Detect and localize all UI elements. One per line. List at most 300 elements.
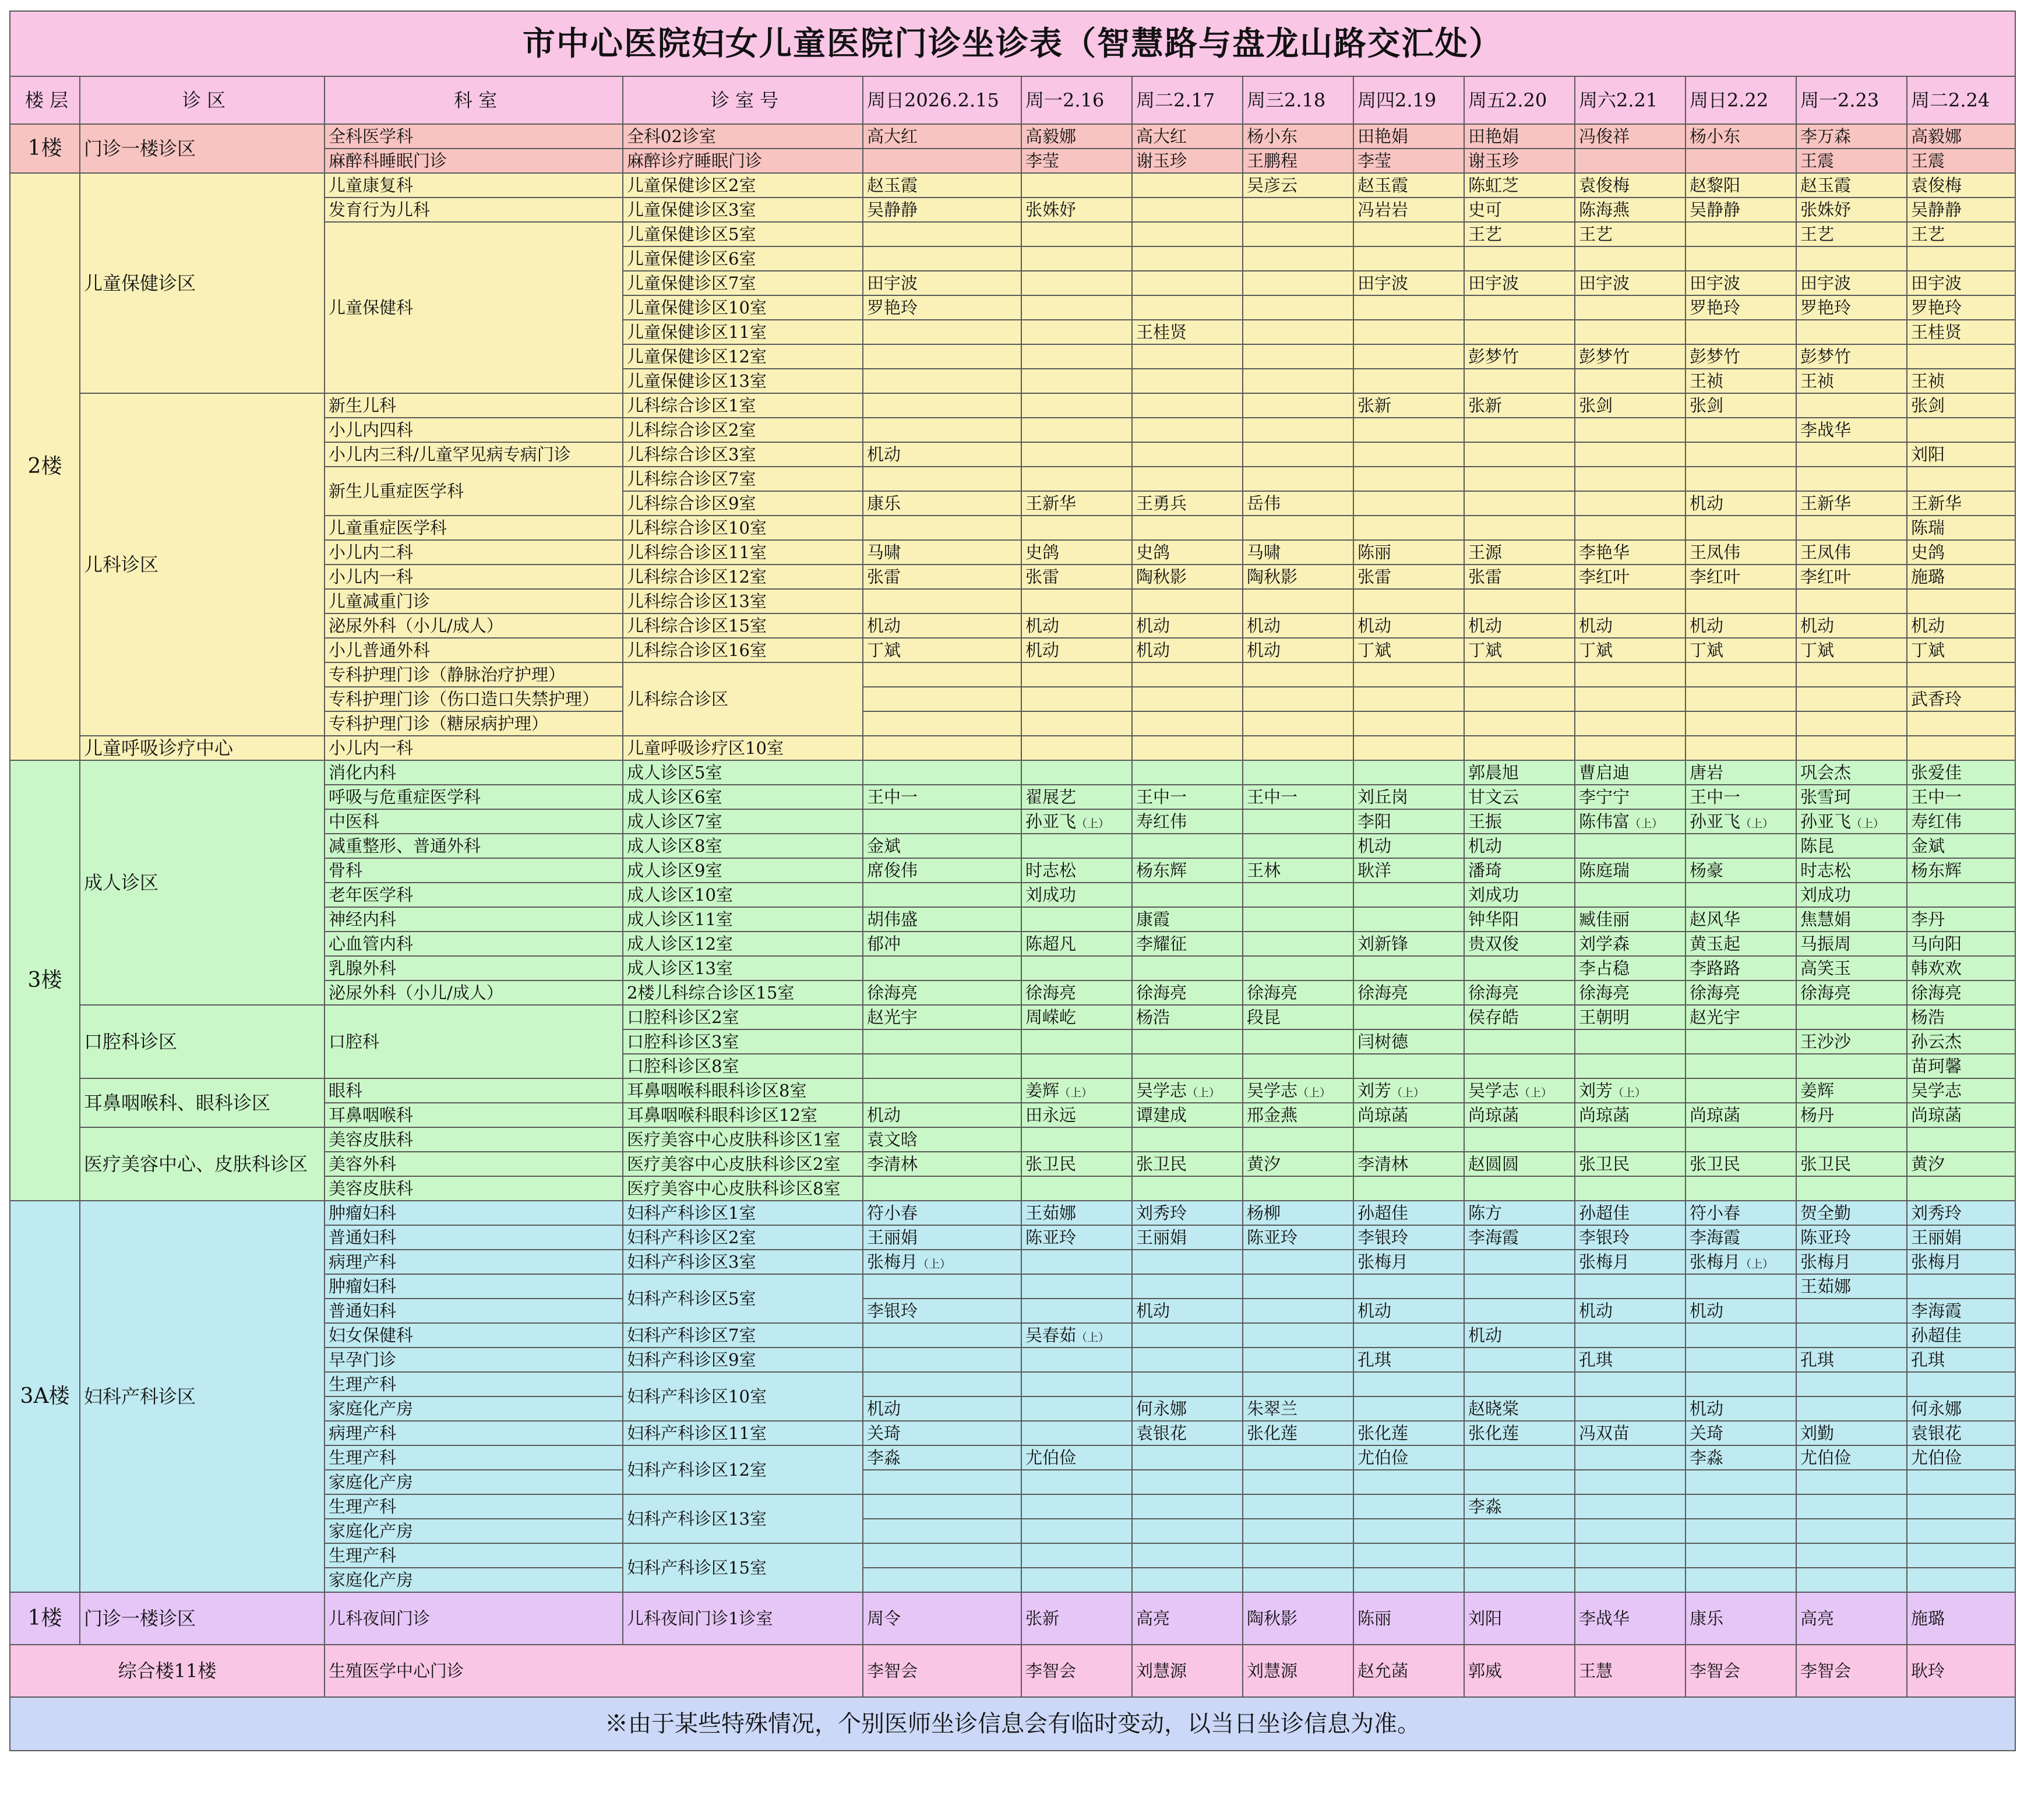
department-cell: 新生儿重症医学科	[325, 467, 623, 516]
doctor-cell: 李智会	[1796, 1645, 1907, 1697]
room-cell: 成人诊区10室	[623, 883, 863, 907]
department-cell: 口腔科	[325, 1005, 623, 1078]
header-row	[10, 76, 2015, 124]
department-cell: 肿瘤妇科	[325, 1274, 623, 1299]
doctor-cell	[1575, 442, 1686, 467]
floor-label: 1楼	[10, 1592, 80, 1645]
doctor-cell	[1575, 491, 1686, 516]
department-cell: 妇女保健科	[325, 1323, 623, 1348]
doctor-cell	[1353, 442, 1464, 467]
doctor-cell	[1021, 344, 1132, 369]
half-day-mark: （上）	[1613, 1086, 1646, 1099]
doctor-cell: 李银玲	[1353, 1225, 1464, 1250]
doctor-cell: 王凤伟	[1796, 540, 1907, 565]
department-cell: 泌尿外科（小儿/成人）	[325, 613, 623, 638]
doctor-cell: 徐海亮	[1464, 980, 1575, 1005]
room-cell: 医疗美容中心皮肤科诊区8室	[623, 1176, 863, 1201]
doctor-cell	[1575, 711, 1686, 736]
doctor-cell: 田宇波	[1464, 271, 1575, 295]
room-cell: 成人诊区12室	[623, 932, 863, 956]
doctor-cell: 刘秀玲	[1907, 1201, 2015, 1225]
room-cell: 妇科产科诊区10室	[623, 1372, 863, 1421]
doctor-cell: 李阳	[1353, 809, 1464, 834]
department-cell: 消化内科	[325, 760, 623, 785]
doctor-cell	[1464, 1250, 1575, 1274]
doctor-cell: 张新	[1021, 1592, 1132, 1645]
doctor-cell: 武香玲	[1907, 687, 2015, 711]
room-cell: 儿科综合诊区12室	[623, 565, 863, 589]
doctor-cell	[1243, 442, 1353, 467]
floor-label: 1楼	[10, 124, 80, 173]
doctor-cell: 张卫民	[1686, 1152, 1796, 1176]
doctor-cell	[1132, 516, 1243, 540]
department-cell: 小儿普通外科	[325, 638, 623, 662]
doctor-cell: 王茹娜	[1021, 1201, 1132, 1225]
doctor-cell	[1243, 1054, 1353, 1078]
doctor-cell	[1575, 467, 1686, 491]
doctor-cell: 马向阳	[1907, 932, 2015, 956]
doctor-cell	[1021, 418, 1132, 442]
doctor-cell	[1021, 1372, 1132, 1396]
doctor-cell: 尤伯俭	[1907, 1445, 2015, 1470]
doctor-cell: 王中一	[863, 785, 1021, 809]
doctor-cell: 刘芳（上）	[1575, 1078, 1686, 1103]
doctor-cell	[1243, 736, 1353, 760]
doctor-cell	[1243, 1519, 1353, 1543]
doctor-cell	[1132, 1029, 1243, 1054]
doctor-cell: 孔琪	[1907, 1348, 2015, 1372]
department-cell: 美容皮肤科	[325, 1127, 623, 1152]
doctor-cell: 丁斌	[1796, 638, 1907, 662]
doctor-cell: 孔琪	[1575, 1348, 1686, 1372]
doctor-cell: 李红叶	[1686, 565, 1796, 589]
doctor-cell	[1132, 589, 1243, 613]
doctor-cell: 机动	[1686, 1299, 1796, 1323]
doctor-cell	[1464, 491, 1575, 516]
doctor-cell	[1132, 1323, 1243, 1348]
doctor-cell: 冯岩岩	[1353, 197, 1464, 222]
room-cell: 成人诊区13室	[623, 956, 863, 980]
doctor-cell	[1464, 246, 1575, 271]
doctor-cell: 贺全勤	[1796, 1201, 1907, 1225]
room-cell: 成人诊区5室	[623, 760, 863, 785]
doctor-cell	[1243, 246, 1353, 271]
doctor-cell: 钟华阳	[1464, 907, 1575, 932]
doctor-cell	[1243, 760, 1353, 785]
doctor-cell: 李清林	[1353, 1152, 1464, 1176]
column-header: 周日2.22	[1686, 76, 1796, 124]
doctor-cell: 李海霞	[1907, 1299, 2015, 1323]
doctor-cell	[1353, 662, 1464, 687]
doctor-cell: 史可	[1464, 197, 1575, 222]
doctor-cell	[1575, 662, 1686, 687]
doctor-cell	[1796, 516, 1907, 540]
doctor-cell: 尤伯俭	[1353, 1445, 1464, 1470]
doctor-cell: 何永娜	[1132, 1396, 1243, 1421]
doctor-cell	[1796, 687, 1907, 711]
doctor-cell: 康霞	[1132, 907, 1243, 932]
doctor-cell: 耿洋	[1353, 858, 1464, 883]
department-cell: 肿瘤妇科	[325, 1201, 623, 1225]
doctor-cell: 赵光宇	[863, 1005, 1021, 1029]
doctor-cell: 李银玲	[863, 1299, 1021, 1323]
doctor-cell: 王慧	[1575, 1645, 1686, 1697]
doctor-cell	[1353, 246, 1464, 271]
doctor-cell: 赵黎阳	[1686, 173, 1796, 197]
table-row	[10, 124, 2015, 149]
doctor-cell	[1464, 662, 1575, 687]
doctor-cell: 张姝妤	[1021, 197, 1132, 222]
doctor-cell: 机动	[1464, 1323, 1575, 1348]
column-header: 周五2.20	[1464, 76, 1575, 124]
night-clinic-row	[10, 1592, 2015, 1645]
doctor-cell: 李淼	[863, 1445, 1021, 1470]
room-cell: 儿童保健诊区2室	[623, 173, 863, 197]
doctor-cell	[1686, 418, 1796, 442]
doctor-cell: 田宇波	[863, 271, 1021, 295]
doctor-cell: 唐岩	[1686, 760, 1796, 785]
doctor-cell	[1907, 589, 2015, 613]
room-cell: 儿童保健诊区13室	[623, 369, 863, 393]
room-cell: 成人诊区7室	[623, 809, 863, 834]
doctor-cell: 张梅月（上）	[1686, 1250, 1796, 1274]
doctor-cell	[1243, 1299, 1353, 1323]
footer-note: ※由于某些特殊情况，个别医师坐诊信息会有临时变动，以当日坐诊信息为准。	[10, 1697, 2015, 1751]
doctor-cell: 机动	[1907, 613, 2015, 638]
doctor-cell: 杨柳	[1243, 1201, 1353, 1225]
doctor-cell	[1464, 956, 1575, 980]
doctor-cell	[1132, 736, 1243, 760]
department-cell: 麻醉科睡眠门诊	[325, 149, 623, 173]
half-day-mark: （上）	[1740, 817, 1774, 830]
doctor-cell	[1907, 1494, 2015, 1519]
doctor-cell	[1907, 1470, 2015, 1494]
doctor-cell: 孙超佳	[1575, 1201, 1686, 1225]
doctor-cell	[1686, 1348, 1796, 1372]
doctor-cell: 罗艳玲	[1686, 295, 1796, 320]
doctor-cell	[1132, 418, 1243, 442]
doctor-cell	[1021, 320, 1132, 344]
doctor-cell	[1243, 197, 1353, 222]
doctor-cell	[1686, 1519, 1796, 1543]
doctor-cell	[1353, 1323, 1464, 1348]
doctor-cell: 机动	[1132, 638, 1243, 662]
half-day-mark: （上）	[1076, 1331, 1110, 1344]
doctor-cell	[1243, 1250, 1353, 1274]
doctor-cell	[1132, 222, 1243, 246]
table-row	[10, 173, 2015, 197]
department-cell: 早孕门诊	[325, 1348, 623, 1372]
doctor-cell: 李智会	[1021, 1645, 1132, 1697]
doctor-cell	[1686, 1372, 1796, 1396]
doctor-cell	[1021, 369, 1132, 393]
department-cell: 小儿内三科/儿童罕见病专病门诊	[325, 442, 623, 467]
doctor-cell: 袁银花	[1132, 1421, 1243, 1445]
doctor-cell	[1243, 662, 1353, 687]
doctor-cell: 高大红	[1132, 124, 1243, 149]
doctor-cell: 徐海亮	[1353, 980, 1464, 1005]
doctor-cell: 丁斌	[1575, 638, 1686, 662]
doctor-cell: 机动	[1686, 613, 1796, 638]
doctor-cell	[1686, 662, 1796, 687]
doctor-cell	[863, 1176, 1021, 1201]
doctor-cell	[1575, 516, 1686, 540]
doctor-cell	[1353, 589, 1464, 613]
doctor-cell: 贵双俊	[1464, 932, 1575, 956]
doctor-cell	[1021, 834, 1132, 858]
room-cell: 儿科夜间门诊1诊室	[623, 1592, 863, 1645]
doctor-cell: 张爱佳	[1907, 760, 2015, 785]
doctor-cell	[1021, 173, 1132, 197]
doctor-cell: 张化莲	[1464, 1421, 1575, 1445]
doctor-cell	[1464, 589, 1575, 613]
doctor-cell: 尚琼菡	[1575, 1103, 1686, 1127]
department-cell: 耳鼻咽喉科	[325, 1103, 623, 1127]
doctor-cell: 王茹娜	[1796, 1274, 1907, 1299]
doctor-cell	[1907, 1543, 2015, 1568]
doctor-cell: 孙亚飞（上）	[1796, 809, 1907, 834]
department-cell: 专科护理门诊（糖尿病护理）	[325, 711, 623, 736]
doctor-cell: 赵风华	[1686, 907, 1796, 932]
doctor-cell	[1021, 246, 1132, 271]
doctor-cell: 陈海燕	[1575, 197, 1686, 222]
doctor-cell	[1353, 907, 1464, 932]
doctor-cell: 李占稳	[1575, 956, 1686, 980]
doctor-cell	[1243, 467, 1353, 491]
doctor-cell	[1132, 393, 1243, 418]
half-day-mark: （上）	[1187, 1086, 1221, 1099]
doctor-cell	[863, 809, 1021, 834]
table-row	[10, 393, 2015, 418]
room-cell: 口腔科诊区3室	[623, 1029, 863, 1054]
doctor-cell: 机动	[1132, 613, 1243, 638]
doctor-cell: 王震	[1796, 149, 1907, 173]
doctor-cell	[1575, 1323, 1686, 1348]
half-day-mark: （上）	[1851, 817, 1885, 830]
doctor-cell	[1686, 467, 1796, 491]
doctor-cell	[1353, 1470, 1464, 1494]
department-cell: 病理产科	[325, 1250, 623, 1274]
doctor-cell	[1686, 1568, 1796, 1592]
doctor-cell: 彭梦竹	[1575, 344, 1686, 369]
doctor-cell: 徐海亮	[1243, 980, 1353, 1005]
doctor-cell: 机动	[1464, 834, 1575, 858]
doctor-cell: 姜辉（上）	[1021, 1078, 1132, 1103]
doctor-cell	[1686, 442, 1796, 467]
doctor-cell: 机动	[1686, 491, 1796, 516]
doctor-cell: 陈丽	[1353, 540, 1464, 565]
doctor-cell	[1021, 442, 1132, 467]
doctor-cell	[1575, 736, 1686, 760]
doctor-cell	[863, 956, 1021, 980]
doctor-cell: 王桂贤	[1907, 320, 2015, 344]
doctor-cell: 机动	[1575, 1299, 1686, 1323]
doctor-cell	[1021, 1396, 1132, 1421]
doctor-cell: 马振周	[1796, 932, 1907, 956]
doctor-cell: 张卫民	[1796, 1152, 1907, 1176]
floor-label: 3楼	[10, 760, 80, 1201]
doctor-cell: 何永娜	[1907, 1396, 2015, 1421]
room-cell: 成人诊区6室	[623, 785, 863, 809]
doctor-cell: 王勇兵	[1132, 491, 1243, 516]
doctor-cell: 王新华	[1021, 491, 1132, 516]
column-header: 周日2026.2.15	[863, 76, 1021, 124]
department-cell: 美容外科	[325, 1152, 623, 1176]
department-cell: 心血管内科	[325, 932, 623, 956]
doctor-cell	[1353, 1054, 1464, 1078]
doctor-cell	[1464, 1543, 1575, 1568]
doctor-cell: 张新	[1464, 393, 1575, 418]
doctor-cell: 徐海亮	[863, 980, 1021, 1005]
zone-label: 妇科产科诊区	[80, 1201, 325, 1592]
room-cell: 儿科综合诊区16室	[623, 638, 863, 662]
doctor-cell	[1796, 1396, 1907, 1421]
department-cell: 小儿内四科	[325, 418, 623, 442]
department-cell: 减重整形、普通外科	[325, 834, 623, 858]
doctor-cell: 耿玲	[1907, 1645, 2015, 1697]
room-cell: 儿童保健诊区10室	[623, 295, 863, 320]
doctor-cell: 彭梦竹	[1796, 344, 1907, 369]
doctor-cell: 李丹	[1907, 907, 2015, 932]
doctor-cell: 机动	[1686, 1396, 1796, 1421]
doctor-cell: 孙亚飞（上）	[1686, 809, 1796, 834]
doctor-cell	[1353, 1274, 1464, 1299]
doctor-cell	[863, 1372, 1021, 1396]
doctor-cell	[1243, 222, 1353, 246]
doctor-cell: 陈亚玲	[1243, 1225, 1353, 1250]
doctor-cell	[1353, 491, 1464, 516]
column-header: 诊 区	[80, 76, 325, 124]
department-cell: 专科护理门诊（静脉治疗护理）	[325, 662, 623, 687]
doctor-cell	[1796, 442, 1907, 467]
department-cell: 儿童康复科	[325, 173, 623, 197]
doctor-cell	[1464, 687, 1575, 711]
doctor-cell	[863, 1519, 1021, 1543]
doctor-cell: 黄汐	[1243, 1152, 1353, 1176]
doctor-cell: 张化莲	[1243, 1421, 1353, 1445]
doctor-cell: 孙超佳	[1907, 1323, 2015, 1348]
room-cell: 妇科产科诊区2室	[623, 1225, 863, 1250]
doctor-cell	[1464, 1519, 1575, 1543]
doctor-cell	[1353, 1396, 1464, 1421]
column-header: 周一2.16	[1021, 76, 1132, 124]
doctor-cell: 刘阳	[1464, 1592, 1575, 1645]
doctor-cell	[1686, 1543, 1796, 1568]
doctor-cell	[863, 222, 1021, 246]
doctor-cell	[1021, 1127, 1132, 1152]
doctor-cell: 邢金燕	[1243, 1103, 1353, 1127]
room-cell: 儿科综合诊区9室	[623, 491, 863, 516]
department-cell: 神经内科	[325, 907, 623, 932]
doctor-cell	[1021, 1176, 1132, 1201]
doctor-cell: 刘秀玲	[1132, 1201, 1243, 1225]
zone-label: 医疗美容中心、皮肤科诊区	[80, 1127, 325, 1201]
doctor-cell	[1021, 1494, 1132, 1519]
doctor-cell: 李红叶	[1575, 565, 1686, 589]
room-cell: 耳鼻咽喉科眼科诊区12室	[623, 1103, 863, 1127]
column-header: 科 室	[325, 76, 623, 124]
doctor-cell	[863, 687, 1021, 711]
doctor-cell: 刘新锋	[1353, 932, 1464, 956]
doctor-cell	[1021, 1421, 1132, 1445]
doctor-cell	[1021, 1250, 1132, 1274]
doctor-cell: 丁斌	[863, 638, 1021, 662]
doctor-cell: 郭威	[1464, 1645, 1575, 1697]
doctor-cell	[1907, 467, 2015, 491]
doctor-cell	[1353, 1494, 1464, 1519]
doctor-cell	[1132, 197, 1243, 222]
doctor-cell	[1243, 883, 1353, 907]
column-header: 周二2.17	[1132, 76, 1243, 124]
doctor-cell: 田艳娟	[1464, 124, 1575, 149]
doctor-cell: 尚琼菡	[1353, 1103, 1464, 1127]
doctor-cell	[1243, 418, 1353, 442]
doctor-cell	[1132, 1127, 1243, 1152]
doctor-cell: 吴学志	[1907, 1078, 2015, 1103]
room-cell: 儿科综合诊区1室	[623, 393, 863, 418]
doctor-cell	[863, 393, 1021, 418]
doctor-cell	[1796, 1543, 1907, 1568]
doctor-cell	[1907, 1127, 2015, 1152]
doctor-cell: 史鸽	[1132, 540, 1243, 565]
doctor-cell	[1575, 1396, 1686, 1421]
doctor-cell	[1243, 295, 1353, 320]
doctor-cell: 张卫民	[1575, 1152, 1686, 1176]
doctor-cell	[1353, 369, 1464, 393]
doctor-cell	[1796, 1127, 1907, 1152]
doctor-cell	[863, 1323, 1021, 1348]
doctor-cell	[1353, 320, 1464, 344]
doctor-cell: 赵玉霞	[1353, 173, 1464, 197]
doctor-cell	[1132, 1494, 1243, 1519]
doctor-cell: 高亮	[1796, 1592, 1907, 1645]
doctor-cell: 机动	[1575, 613, 1686, 638]
doctor-cell: 吴春茹（上）	[1021, 1323, 1132, 1348]
doctor-cell	[1132, 834, 1243, 858]
department-cell: 新生儿科	[325, 393, 623, 418]
doctor-cell	[863, 1054, 1021, 1078]
doctor-cell: 机动	[1021, 638, 1132, 662]
doctor-cell	[1021, 1519, 1132, 1543]
doctor-cell: 丁斌	[1686, 638, 1796, 662]
doctor-cell	[1575, 589, 1686, 613]
doctor-cell	[1021, 516, 1132, 540]
doctor-cell	[1575, 295, 1686, 320]
doctor-cell: 刘勤	[1796, 1421, 1907, 1445]
doctor-cell	[1243, 271, 1353, 295]
doctor-cell	[1686, 149, 1796, 173]
doctor-cell: 田宇波	[1907, 271, 2015, 295]
doctor-cell: 丁斌	[1907, 638, 2015, 662]
doctor-cell	[1907, 246, 2015, 271]
department-cell: 儿科夜间门诊	[325, 1592, 623, 1645]
doctor-cell	[1464, 1274, 1575, 1299]
doctor-cell: 冯双苗	[1575, 1421, 1686, 1445]
doctor-cell: 王中一	[1243, 785, 1353, 809]
doctor-cell: 张梅月	[1796, 1250, 1907, 1274]
doctor-cell	[1575, 1543, 1686, 1568]
doctor-cell	[1243, 932, 1353, 956]
doctor-cell	[1021, 271, 1132, 295]
doctor-cell: 王丽娟	[1132, 1225, 1243, 1250]
doctor-cell	[1907, 418, 2015, 442]
doctor-cell	[1243, 1470, 1353, 1494]
doctor-cell	[1686, 1176, 1796, 1201]
doctor-cell	[1021, 1029, 1132, 1054]
department-cell: 家庭化产房	[325, 1396, 623, 1421]
doctor-cell: 罗艳玲	[863, 295, 1021, 320]
doctor-cell	[1353, 1176, 1464, 1201]
